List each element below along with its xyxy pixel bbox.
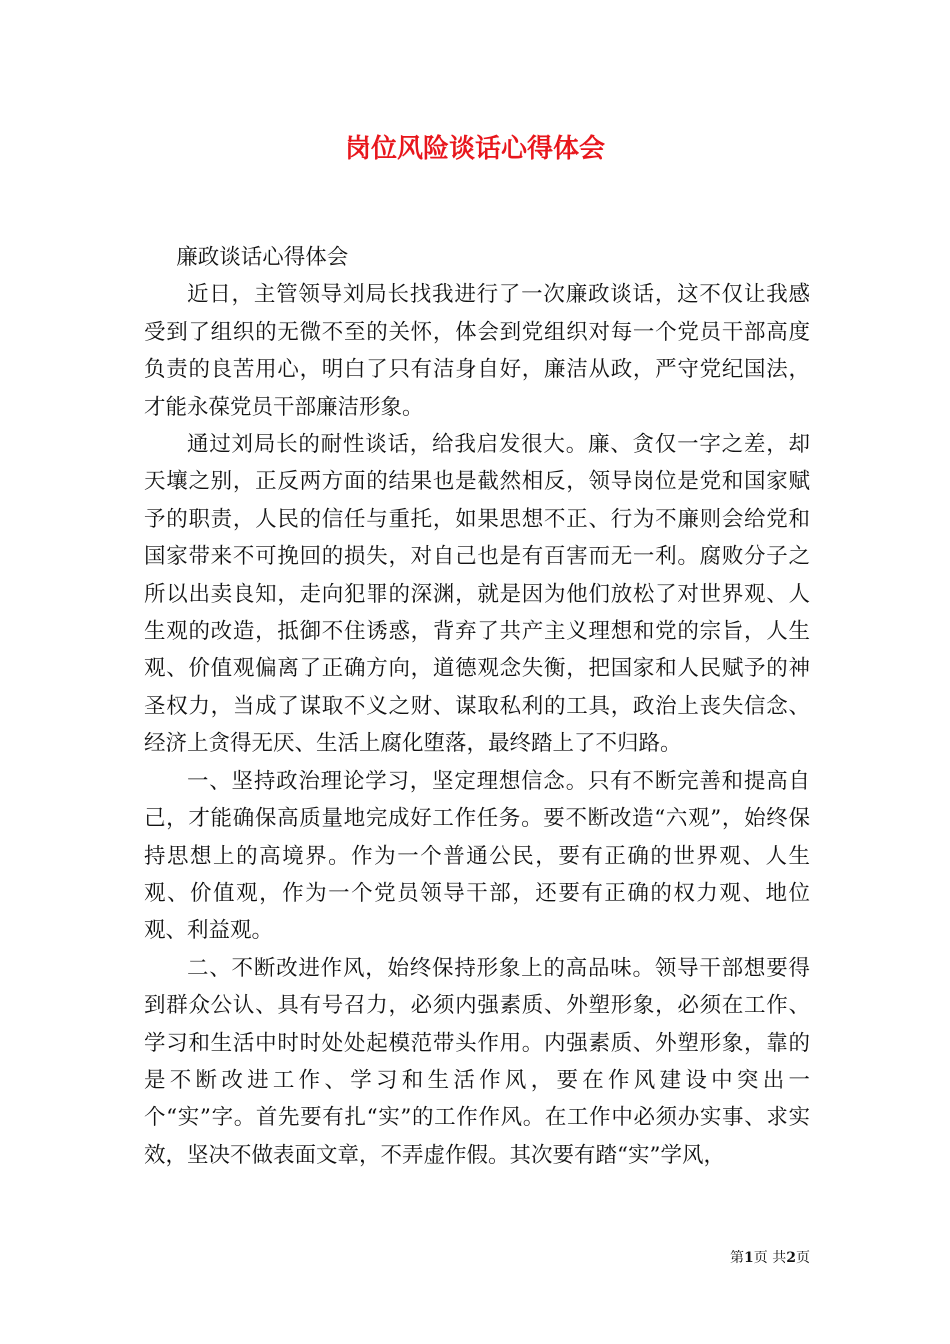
paragraph-reflection: 通过刘局长的耐性谈话，给我启发很大。廉、贪仅一字之差，却天壤之别，正反两方面的结果也是截然相反，领导岗位是党和国家赋予的职责，人民的信任与重托，如果思想不正、行为不廉则会给党和国家带来不可挽回的损失，对自己也是有百害而无一利。腐败分子之所以出卖良知，走向犯罪的深渊，就是因为他们放松了对世界观、人生观的改造，抵御不住诱惑，背弃了共产主义理想和党的宗旨，人生观、价值观偏离了正确方向，道德观念失衡，把国家和人民赋予的神圣权力，当成了谋取不义之财、谋取私利的工具，政治上丧失信念、经济上贪得无厌、生活上腐化堕落，最终踏上了不归路。 [144, 432, 810, 757]
paragraph-point-one: 一、坚持政治理论学习，坚定理想信念。只有不断完善和提高自己，才能确保高质量地完成好工作任务。要不断改造“六观”，始终保持思想上的高境界。作为一个普通公民，要有正确的世界观、人生观、价值观，作为一个党员领导干部，还要有正确的权力观、地位观、利益观。 [144, 768, 810, 944]
footer-page-number: 1 [744, 1250, 754, 1266]
paragraph-intro: 近日，主管领导刘局长找我进行了一次廉政谈话，这不仅让我感受到了组织的无微不至的关怀，体会到党组织对每一个党员干部高度负责的良苦用心，明白了只有洁身自好，廉洁从政，严守党纪国法，才能永葆党员干部廉洁形象。 [144, 282, 810, 420]
footer-total-pages: 2 [786, 1250, 796, 1266]
footer-prefix: 第 [730, 1250, 745, 1266]
page-footer [690, 1249, 810, 1267]
document-body [144, 239, 810, 1174]
paragraph-subtitle: 廉政谈话心得体会 [176, 245, 349, 270]
footer-middle: 页 共 [753, 1250, 787, 1266]
document-title: 岗位风险谈话心得体会 [344, 134, 605, 164]
paragraph-point-two: 二、不断改进作风，始终保持形象上的高品味。领导干部想要得到群众公认、具有号召力，必须内强素质、外塑形象，必须在工作、学习和生活中时时处处起模范带头作用。内强素质、外塑形象，靠的是不断改进工作、学习和生活作风，要在作风建设中突出一个“实”字。首先要有扎“实”的工作作风。在工作中必须办实事、求实效，坚决不做表面文章，不弄虚作假。其次要有踏“实”学风， [144, 955, 810, 1168]
footer-suffix: 页 [796, 1250, 810, 1266]
